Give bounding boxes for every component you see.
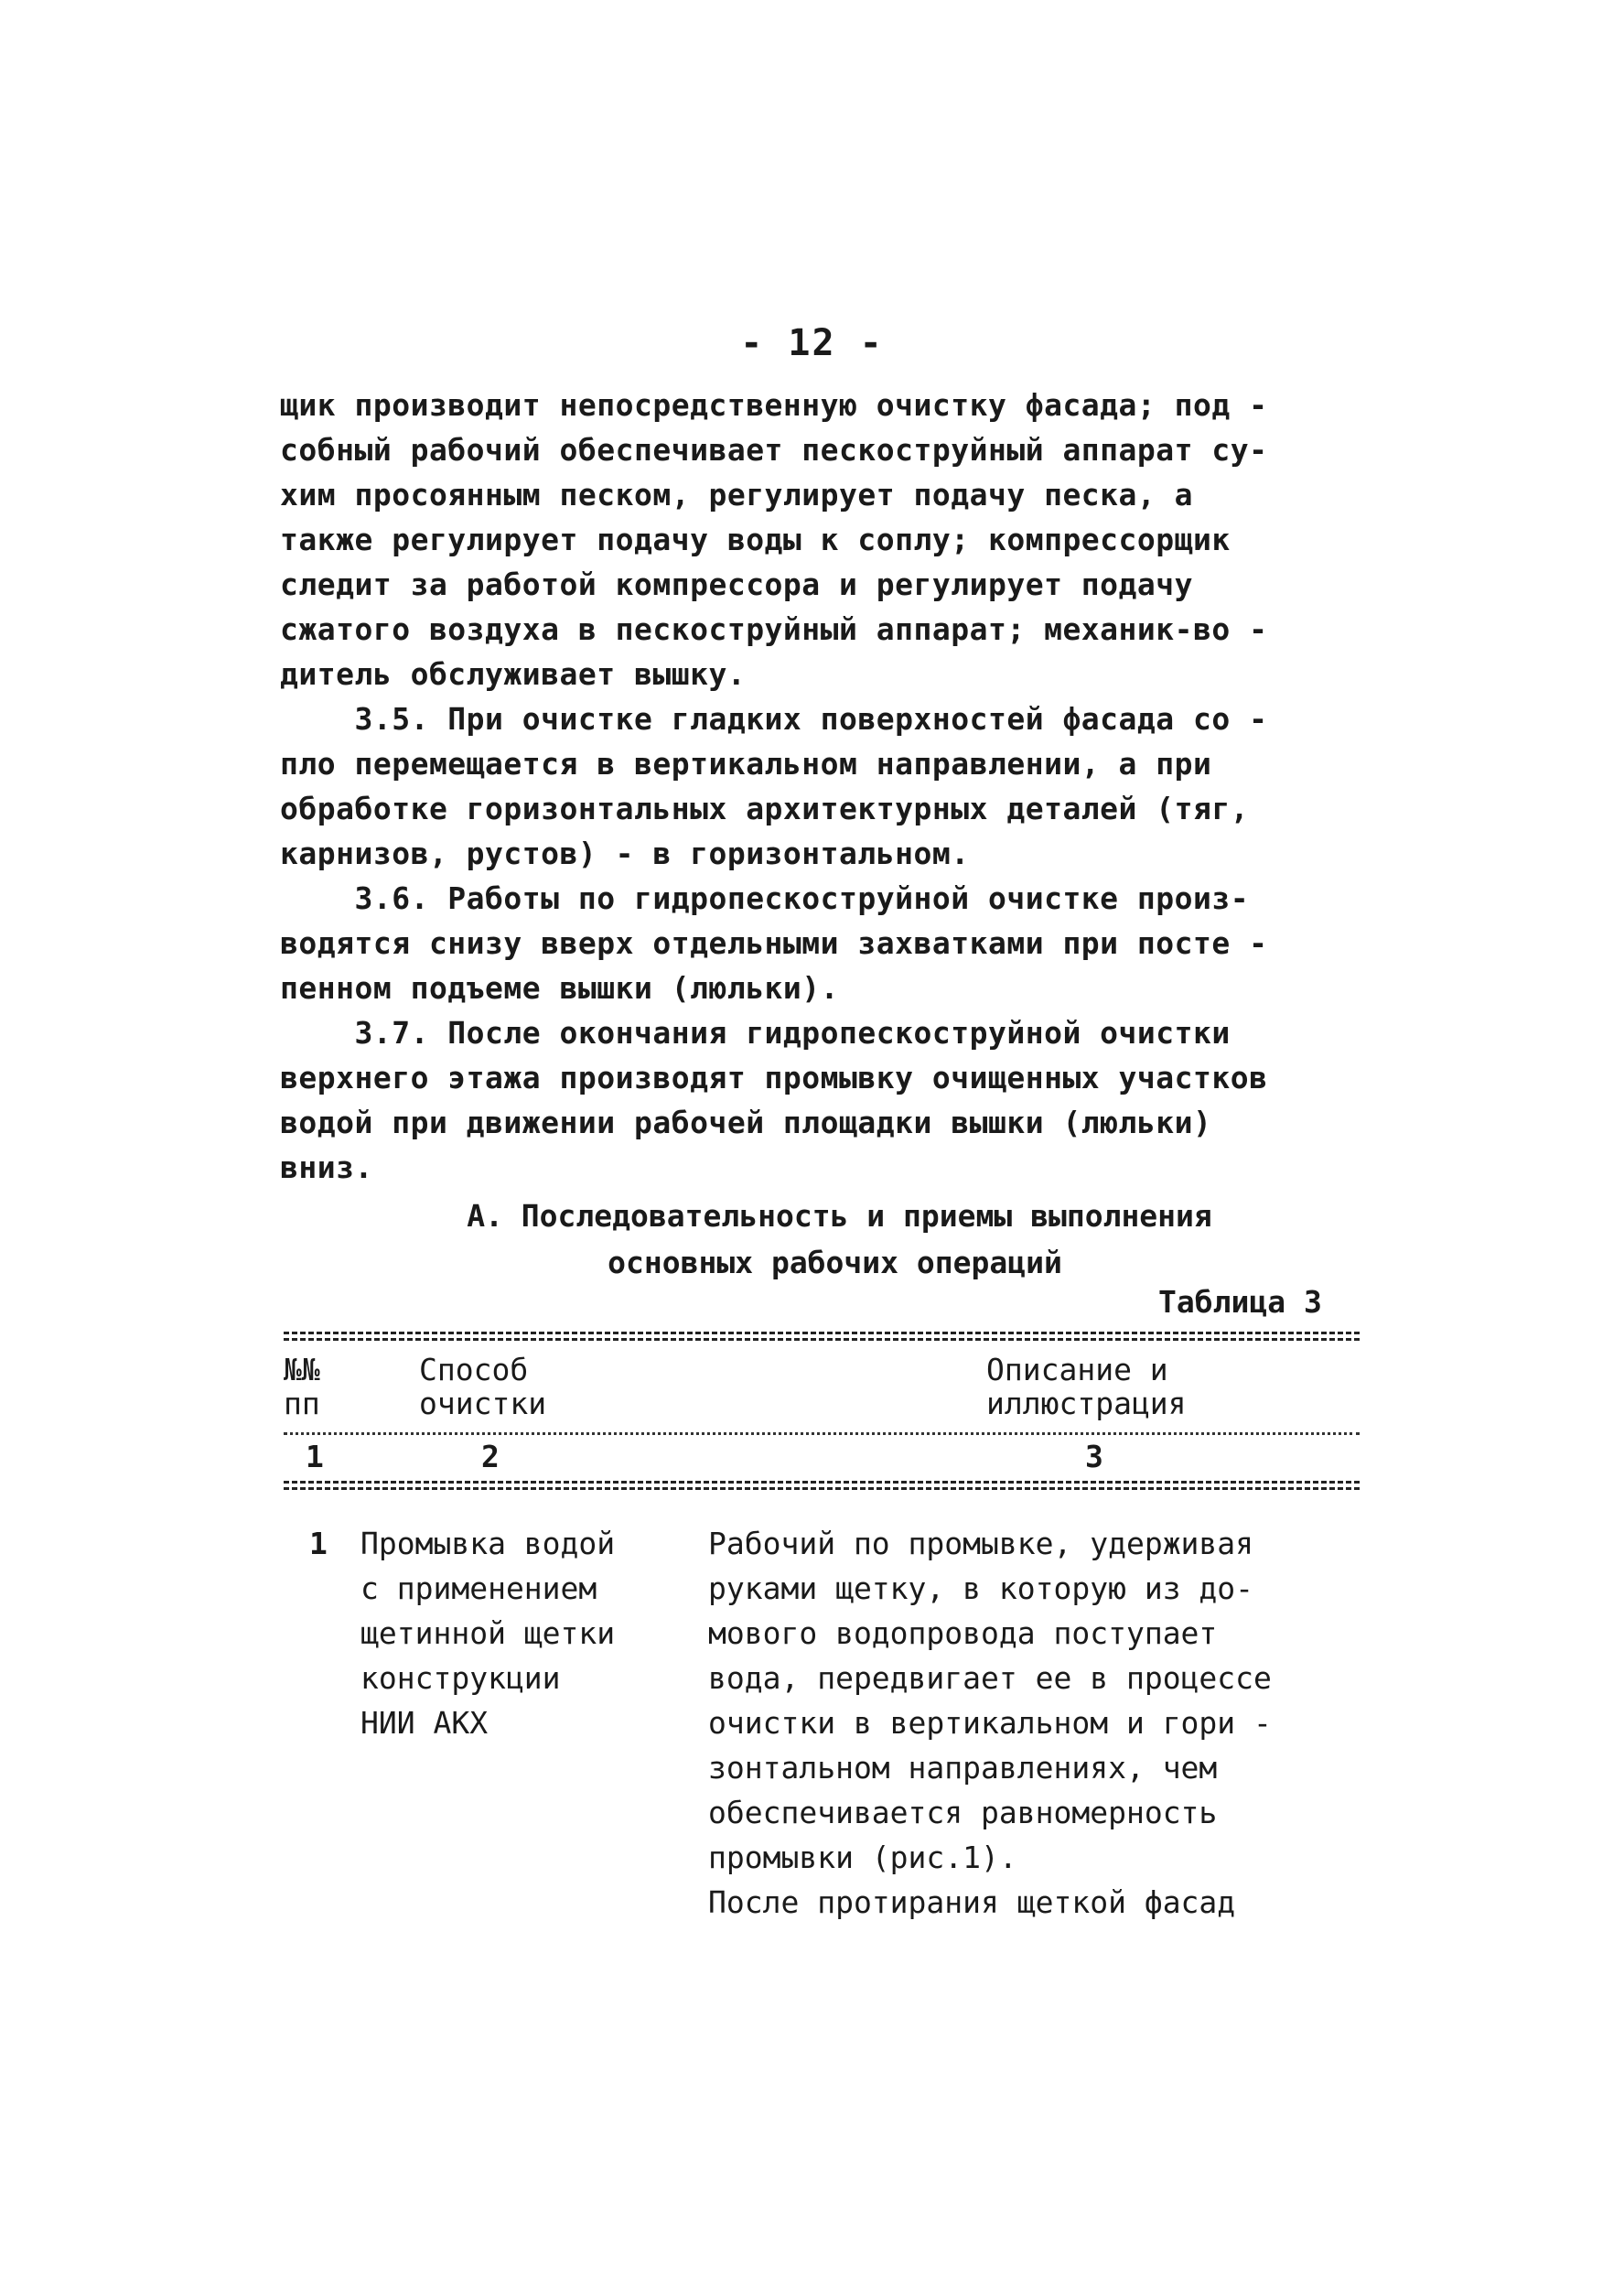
text-line: Рабочий по промывке, удерживая bbox=[708, 1526, 1254, 1561]
section-title bbox=[0, 1192, 1624, 1286]
text-line: карнизов, рустов) - в горизонтальном. bbox=[280, 836, 970, 871]
table-top-rule bbox=[284, 1332, 1360, 1341]
text-line: пло перемещается в вертикальном направлении, а при bbox=[280, 746, 1212, 782]
table-caption: Таблица 3 bbox=[1158, 1284, 1322, 1320]
section-title-line: А. Последовательность и приемы выполнения bbox=[467, 1198, 1212, 1234]
text-line: следит за работой компрессора и регулирует подачу bbox=[280, 567, 1194, 602]
text-line: Промывка водой bbox=[360, 1526, 616, 1561]
text-line: собный рабочий обеспечивает пескоструйный аппарат су- bbox=[280, 432, 1268, 468]
text-line: хим просоянным песком, регулирует подачу песка, а bbox=[280, 477, 1194, 513]
header-method: Способ очистки bbox=[419, 1352, 547, 1421]
paragraph-continuation bbox=[280, 383, 1360, 696]
header-description: Описание и иллюстрация bbox=[986, 1352, 1187, 1421]
body-text bbox=[280, 383, 1360, 1190]
text-line: щик производит непосредственную очистку фасада; под - bbox=[280, 387, 1268, 423]
column-number: 1 bbox=[306, 1439, 324, 1474]
text-line: промывки (рис.1). bbox=[708, 1840, 1017, 1875]
text-line: После протирания щеткой фасад bbox=[708, 1884, 1236, 1920]
text-line: вода, передвигает ее в процессе bbox=[708, 1660, 1272, 1696]
text-line: дитель обслуживает вышку. bbox=[280, 656, 747, 692]
paragraph-3-7 bbox=[280, 1010, 1360, 1190]
text-line: щетинной щетки bbox=[360, 1615, 616, 1651]
text-line: с применением bbox=[360, 1570, 597, 1606]
text-line: НИИ АКХ bbox=[360, 1705, 489, 1741]
text-line: 3.7. После окончания гидропескоструйной очистки bbox=[280, 1015, 1231, 1051]
text-line: зонтальном направлениях, чем bbox=[708, 1750, 1218, 1786]
header-number: №№ пп bbox=[284, 1352, 320, 1421]
text-line: также регулирует подачу воды к соплу; компрессорщик bbox=[280, 522, 1231, 557]
section-title-line: основных рабочих операций bbox=[608, 1245, 1062, 1280]
paragraph-3-5 bbox=[280, 696, 1360, 876]
text-line: верхнего этажа производят промывку очищенных участков bbox=[280, 1060, 1268, 1095]
row-method bbox=[360, 1521, 672, 1745]
text-line: конструкции bbox=[360, 1660, 561, 1696]
text-line: 3.6. Работы по гидропескоструйной очистке произ- bbox=[280, 880, 1250, 916]
text-line: водятся снизу вверх отдельными захватками при посте - bbox=[280, 925, 1268, 961]
column-number: 2 bbox=[481, 1439, 500, 1474]
row-description bbox=[708, 1521, 1367, 1925]
row-number: 1 bbox=[309, 1526, 328, 1561]
text-line: очистки в вертикальном и гори - bbox=[708, 1705, 1272, 1741]
column-number: 3 bbox=[1085, 1439, 1103, 1474]
paragraph-3-6 bbox=[280, 876, 1360, 1010]
text-line: пенном подъеме вышки (люльки). bbox=[280, 970, 840, 1006]
text-line: водой при движении рабочей площадки вышки (люльки) bbox=[280, 1105, 1212, 1140]
text-line: мового водопровода поступает bbox=[708, 1615, 1218, 1651]
text-line: вниз. bbox=[280, 1149, 373, 1185]
header-rule bbox=[284, 1432, 1360, 1435]
text-line: 3.5. При очистке гладких поверхностей фасада со - bbox=[280, 701, 1268, 737]
text-line: сжатого воздуха в пескоструйный аппарат; механик-во - bbox=[280, 611, 1268, 647]
column-number-rule bbox=[284, 1481, 1360, 1490]
text-line: руками щетку, в которую из до- bbox=[708, 1570, 1254, 1606]
text-line: обработке горизонтальных архитектурных деталей (тяг, bbox=[280, 791, 1250, 826]
page-number: - 12 - bbox=[740, 322, 884, 364]
text-line: обеспечивается равномерность bbox=[708, 1795, 1218, 1830]
